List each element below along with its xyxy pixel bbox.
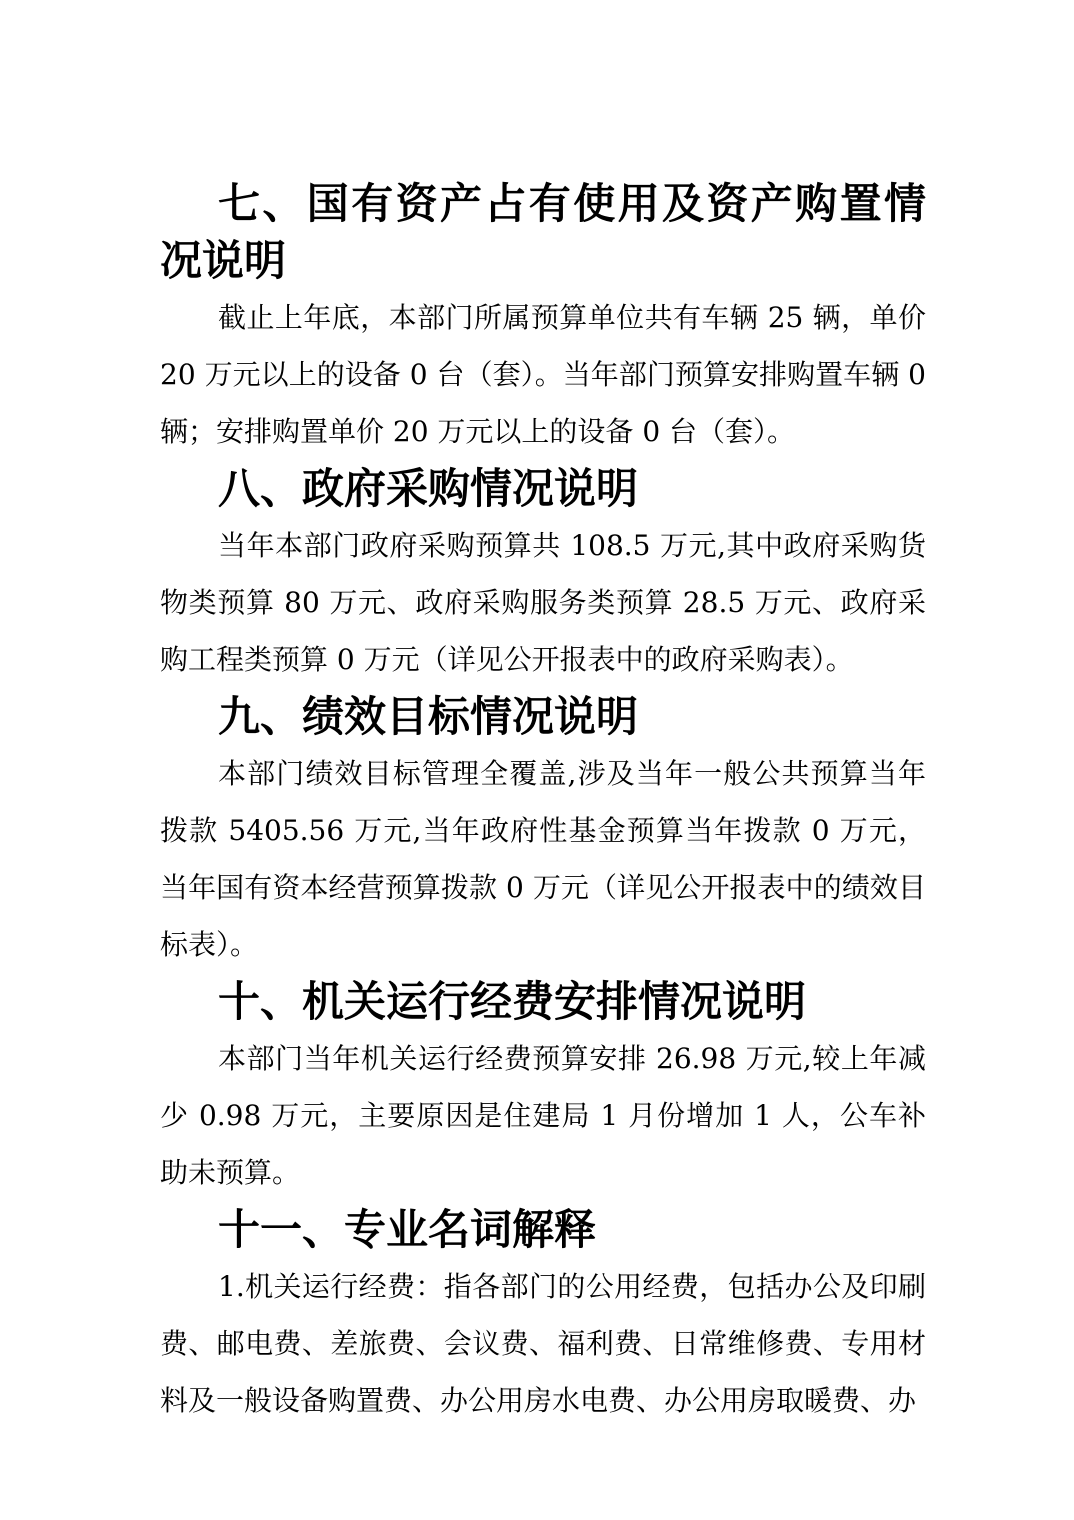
section-paragraph-performance: 本部门绩效目标管理全覆盖,涉及当年一般公共预算当年拨款 5405.56 万元,当年政府性基金预算当年拨款 0 万元，当年国有资本经营预算拨款 0 万元（详见公开报表中的绩效目标表）。 (160, 757, 926, 961)
section-paragraph-operating-funds: 本部门当年机关运行经费预算安排 26.98 万元,较上年减少 0.98 万元，主要原因是住建局 1 月份增加 1 人，公车补助未预算。 (160, 1042, 926, 1189)
section-paragraph-procurement: 当年本部门政府采购预算共 108.5 万元,其中政府采购货物类预算 80 万元、政府采购服务类预算 28.5 万元、政府采购工程类预算 0 万元（详见公开报表中的政府采购表）。 (160, 529, 926, 676)
section-heading-assets: 七、国有资产占有使用及资产购置情况说明 (160, 179, 926, 285)
section-paragraph-glossary: 1.机关运行经费：指各部门的公用经费，包括办公及印刷费、邮电费、差旅费、会议费、福利费、日常维修费、专用材料及一般设备购置费、办公用房水电费、办公用房取暖费、办 (160, 1270, 926, 1417)
section-heading-procurement: 八、政府采购情况说明 (218, 464, 639, 513)
section-heading-operating-funds: 十、机关运行经费安排情况说明 (218, 977, 807, 1026)
document-body (160, 175, 926, 1429)
section-heading-glossary: 十一、专业名词解释 (218, 1205, 597, 1254)
section-paragraph-assets: 截止上年底，本部门所属预算单位共有车辆 25 辆，单价 20 万元以上的设备 0 台（套）。当年部门预算安排购置车辆 0 辆；安排购置单价 20 万元以上的设备 0 台（套）。 (160, 301, 926, 448)
section-heading-performance: 九、绩效目标情况说明 (218, 692, 639, 741)
